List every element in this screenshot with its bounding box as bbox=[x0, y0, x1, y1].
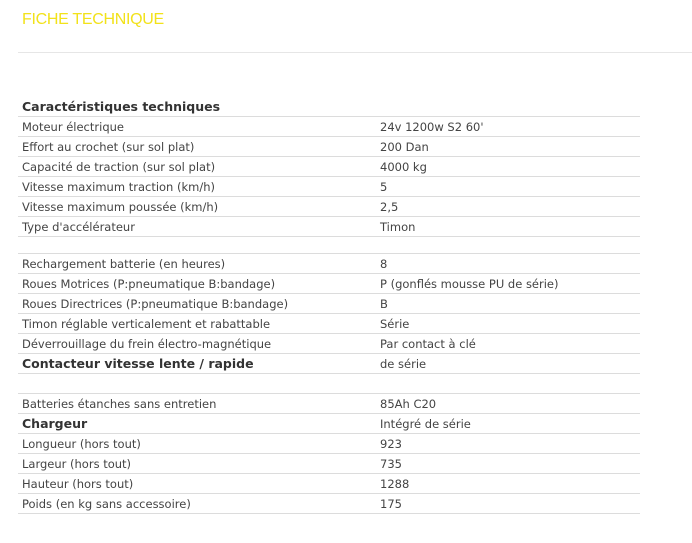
table-row bbox=[18, 394, 640, 414]
spec-label: Batteries étanches sans entretien bbox=[18, 394, 378, 414]
spec-value: Intégré de série bbox=[378, 414, 640, 434]
divider bbox=[18, 52, 692, 53]
spec-table bbox=[18, 97, 640, 514]
table-row bbox=[18, 117, 640, 137]
table-row bbox=[18, 414, 640, 434]
page-title: FICHE TECHNIQUE bbox=[22, 11, 164, 28]
table-header: Caractéristiques techniques bbox=[18, 97, 640, 117]
spec-label: Rechargement batterie (en heures) bbox=[18, 254, 378, 274]
spec-label: Capacité de traction (sur sol plat) bbox=[18, 157, 378, 177]
spec-value: de série bbox=[378, 354, 640, 374]
table-row bbox=[18, 157, 640, 177]
spec-label: Longueur (hors tout) bbox=[18, 434, 378, 454]
table-row bbox=[18, 434, 640, 454]
spec-value: 200 Dan bbox=[378, 137, 640, 157]
spec-label: Roues Motrices (P:pneumatique B:bandage) bbox=[18, 274, 378, 294]
spec-value: 8 bbox=[378, 254, 640, 274]
spec-label: Effort au crochet (sur sol plat) bbox=[18, 137, 378, 157]
table-row bbox=[18, 217, 640, 237]
spec-value: Par contact à clé bbox=[378, 334, 640, 354]
spec-label: Poids (en kg sans accessoire) bbox=[18, 494, 378, 514]
spacer-row bbox=[18, 237, 640, 254]
spec-value: 735 bbox=[378, 454, 640, 474]
spec-label: Contacteur vitesse lente / rapide bbox=[18, 354, 378, 374]
spec-value: 2,5 bbox=[378, 197, 640, 217]
spacer-cell bbox=[18, 237, 640, 254]
table-row bbox=[18, 314, 640, 334]
spec-value: 85Ah C20 bbox=[378, 394, 640, 414]
spec-label: Déverrouillage du frein électro-magnétique bbox=[18, 334, 378, 354]
table-row bbox=[18, 334, 640, 354]
table-row bbox=[18, 474, 640, 494]
table-row bbox=[18, 254, 640, 274]
spec-label: Timon réglable verticalement et rabattable bbox=[18, 314, 378, 334]
spacer-cell bbox=[18, 374, 640, 394]
spec-value: Timon bbox=[378, 217, 640, 237]
spec-label: Largeur (hors tout) bbox=[18, 454, 378, 474]
spec-label: Moteur électrique bbox=[18, 117, 378, 137]
spec-value: 4000 kg bbox=[378, 157, 640, 177]
table-row bbox=[18, 494, 640, 514]
table-row bbox=[18, 274, 640, 294]
spec-value: 175 bbox=[378, 494, 640, 514]
table-row bbox=[18, 354, 640, 374]
table-row bbox=[18, 137, 640, 157]
spec-label: Type d'accélérateur bbox=[18, 217, 378, 237]
spec-value: B bbox=[378, 294, 640, 314]
table-row bbox=[18, 294, 640, 314]
spec-value: 1288 bbox=[378, 474, 640, 494]
spec-label: Vitesse maximum poussée (km/h) bbox=[18, 197, 378, 217]
table-row bbox=[18, 454, 640, 474]
spacer-row bbox=[18, 374, 640, 394]
spec-label: Chargeur bbox=[18, 414, 378, 434]
spec-label: Vitesse maximum traction (km/h) bbox=[18, 177, 378, 197]
table-row bbox=[18, 197, 640, 217]
table-row bbox=[18, 177, 640, 197]
spec-value: 24v 1200w S2 60' bbox=[378, 117, 640, 137]
spec-label: Hauteur (hors tout) bbox=[18, 474, 378, 494]
table-header-row bbox=[18, 97, 640, 117]
spec-value: 5 bbox=[378, 177, 640, 197]
spec-value: 923 bbox=[378, 434, 640, 454]
spec-label: Roues Directrices (P:pneumatique B:bandage) bbox=[18, 294, 378, 314]
spec-value: P (gonflés mousse PU de série) bbox=[378, 274, 640, 294]
spec-value: Série bbox=[378, 314, 640, 334]
